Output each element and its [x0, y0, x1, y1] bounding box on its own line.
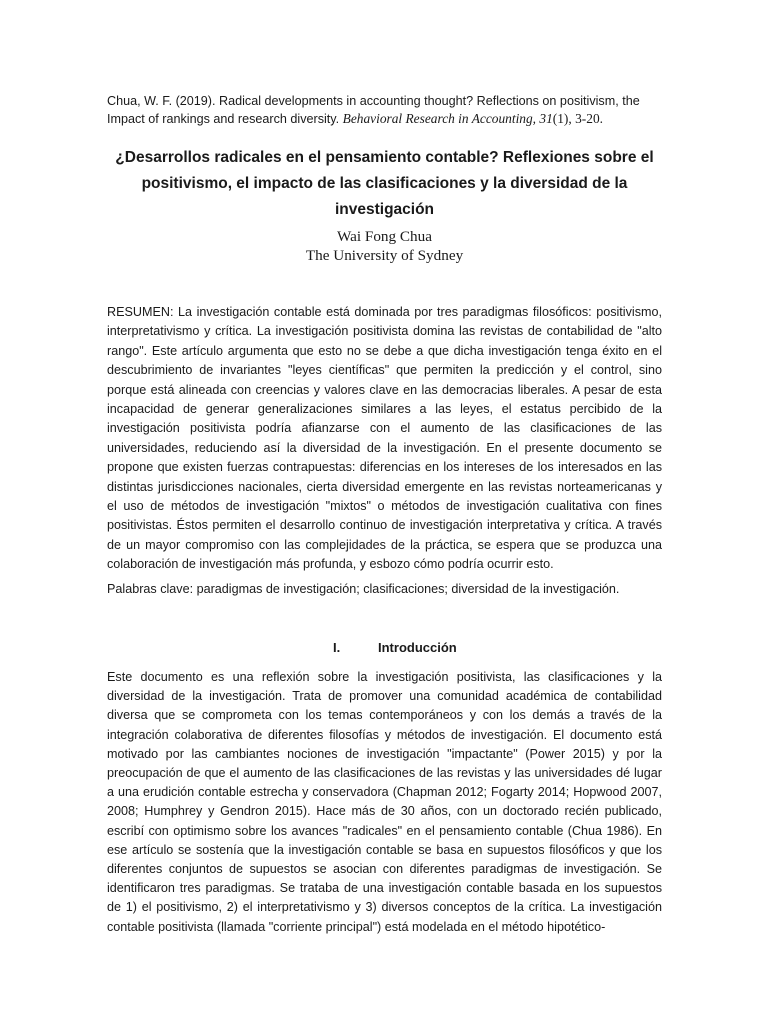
citation-main: Chua, W. F. (2019). Radical developments in accounting thought? Reflections on positivism, the Impact of rankings and research diversity. [107, 94, 640, 126]
author-block [107, 227, 662, 265]
citation [107, 93, 662, 128]
citation-issue-pages: (1), 3-20. [552, 111, 603, 126]
abstract-label: RESUMEN: [107, 305, 174, 319]
body-paragraph: Este documento es una reflexión sobre la investigación positivista, las clasificaciones y la diversidad de la investigación. Trata de promover una comunidad académica de contabilidad diversa que se comprometa con los temas contemporáneos y con los demás a través de la integración colaborativa de diferentes filosofías y métodos de investigación. El documento está motivado por las cambiantes nociones de investigación "impactante" (Power 2015) y por la preocupación de que el aumento de las clasificaciones de las revistas y las universidades dé lugar a una erudición contable estrecha y conservadora (Chapman 2012; Fogarty 2014; Hopwood 2007, 2008; Humphrey y Gendron 2015). Hace más de 30 años, con un doctorado recién publicado, escribí con optimismo sobre los avances "radicales" en el pensamiento contable (Chua 1986). En ese artículo se sostenía que la investigación contable se basa en supuestos filosóficos y que los diferentes conjuntos de supuestos se asocian con diferentes paradigmas de investigación. Se identificaron tres paradigmas. Se trataba de una investigación contable basada en los supuestos de 1) el positivismo, 2) el interpretativismo y 3) diversos conceptos de la crítica. La investigación contable positivista (llamada "corriente principal") está modelada en el método hipotético- [107, 670, 662, 934]
section-number: I. [333, 640, 341, 655]
abstract-text: La investigación contable está dominada por tres paradigmas filosóficos: positivismo, interpretativismo y crítica. La investigación positivista domina las revistas de contabilidad de "alto rango". Este artículo argumenta que esto no se debe a que dicha investigación tenga éxito en el descubrimiento de invariantes "leyes científicas" que permiten la predicción y el control, sino porque está alineada con creencias y valores clave en las democracias liberales. A pesar de esta incapacidad de generar generalizaciones similares a las leyes, el estatus percibido de la investigación positivista podría afianzarse con el aumento de las clasificaciones de las universidades, reduciendo así la diversidad de la investigación. En el presente documento se propone que existen fuerzas contrapuestas: diferencias en los intereses de los interesados en las distintas jurisdicciones nacionales, cierta diversidad emergente en las revistas norteamericanas y el uso de métodos de investigación "mixtos" o métodos de investigación cualitativa con fines positivistas. Éstos permiten el desarrollo continuo de investigación interpretativa y crítica. A través de un mayor compromiso con las complejidades de la práctica, se espera que se produzca una colaboración de investigación más profunda, y esbozo cómo podría ocurrir esto. [107, 305, 662, 572]
paper-title: ¿Desarrollos radicales en el pensamiento contable? Reflexiones sobre el positivismo, el impacto de las clasificaciones y la diversidad de la investigación [115, 149, 654, 218]
citation-journal: Behavioral Research in Accounting, 31 [342, 111, 553, 126]
abstract [107, 303, 662, 575]
author-name: Wai Fong Chua [337, 228, 432, 245]
keywords: Palabras clave: paradigmas de investigación; clasificaciones; diversidad de la investigación. [107, 582, 620, 596]
author-affiliation: The University of Sydney [305, 247, 464, 264]
section-title: Introducción [378, 640, 457, 655]
